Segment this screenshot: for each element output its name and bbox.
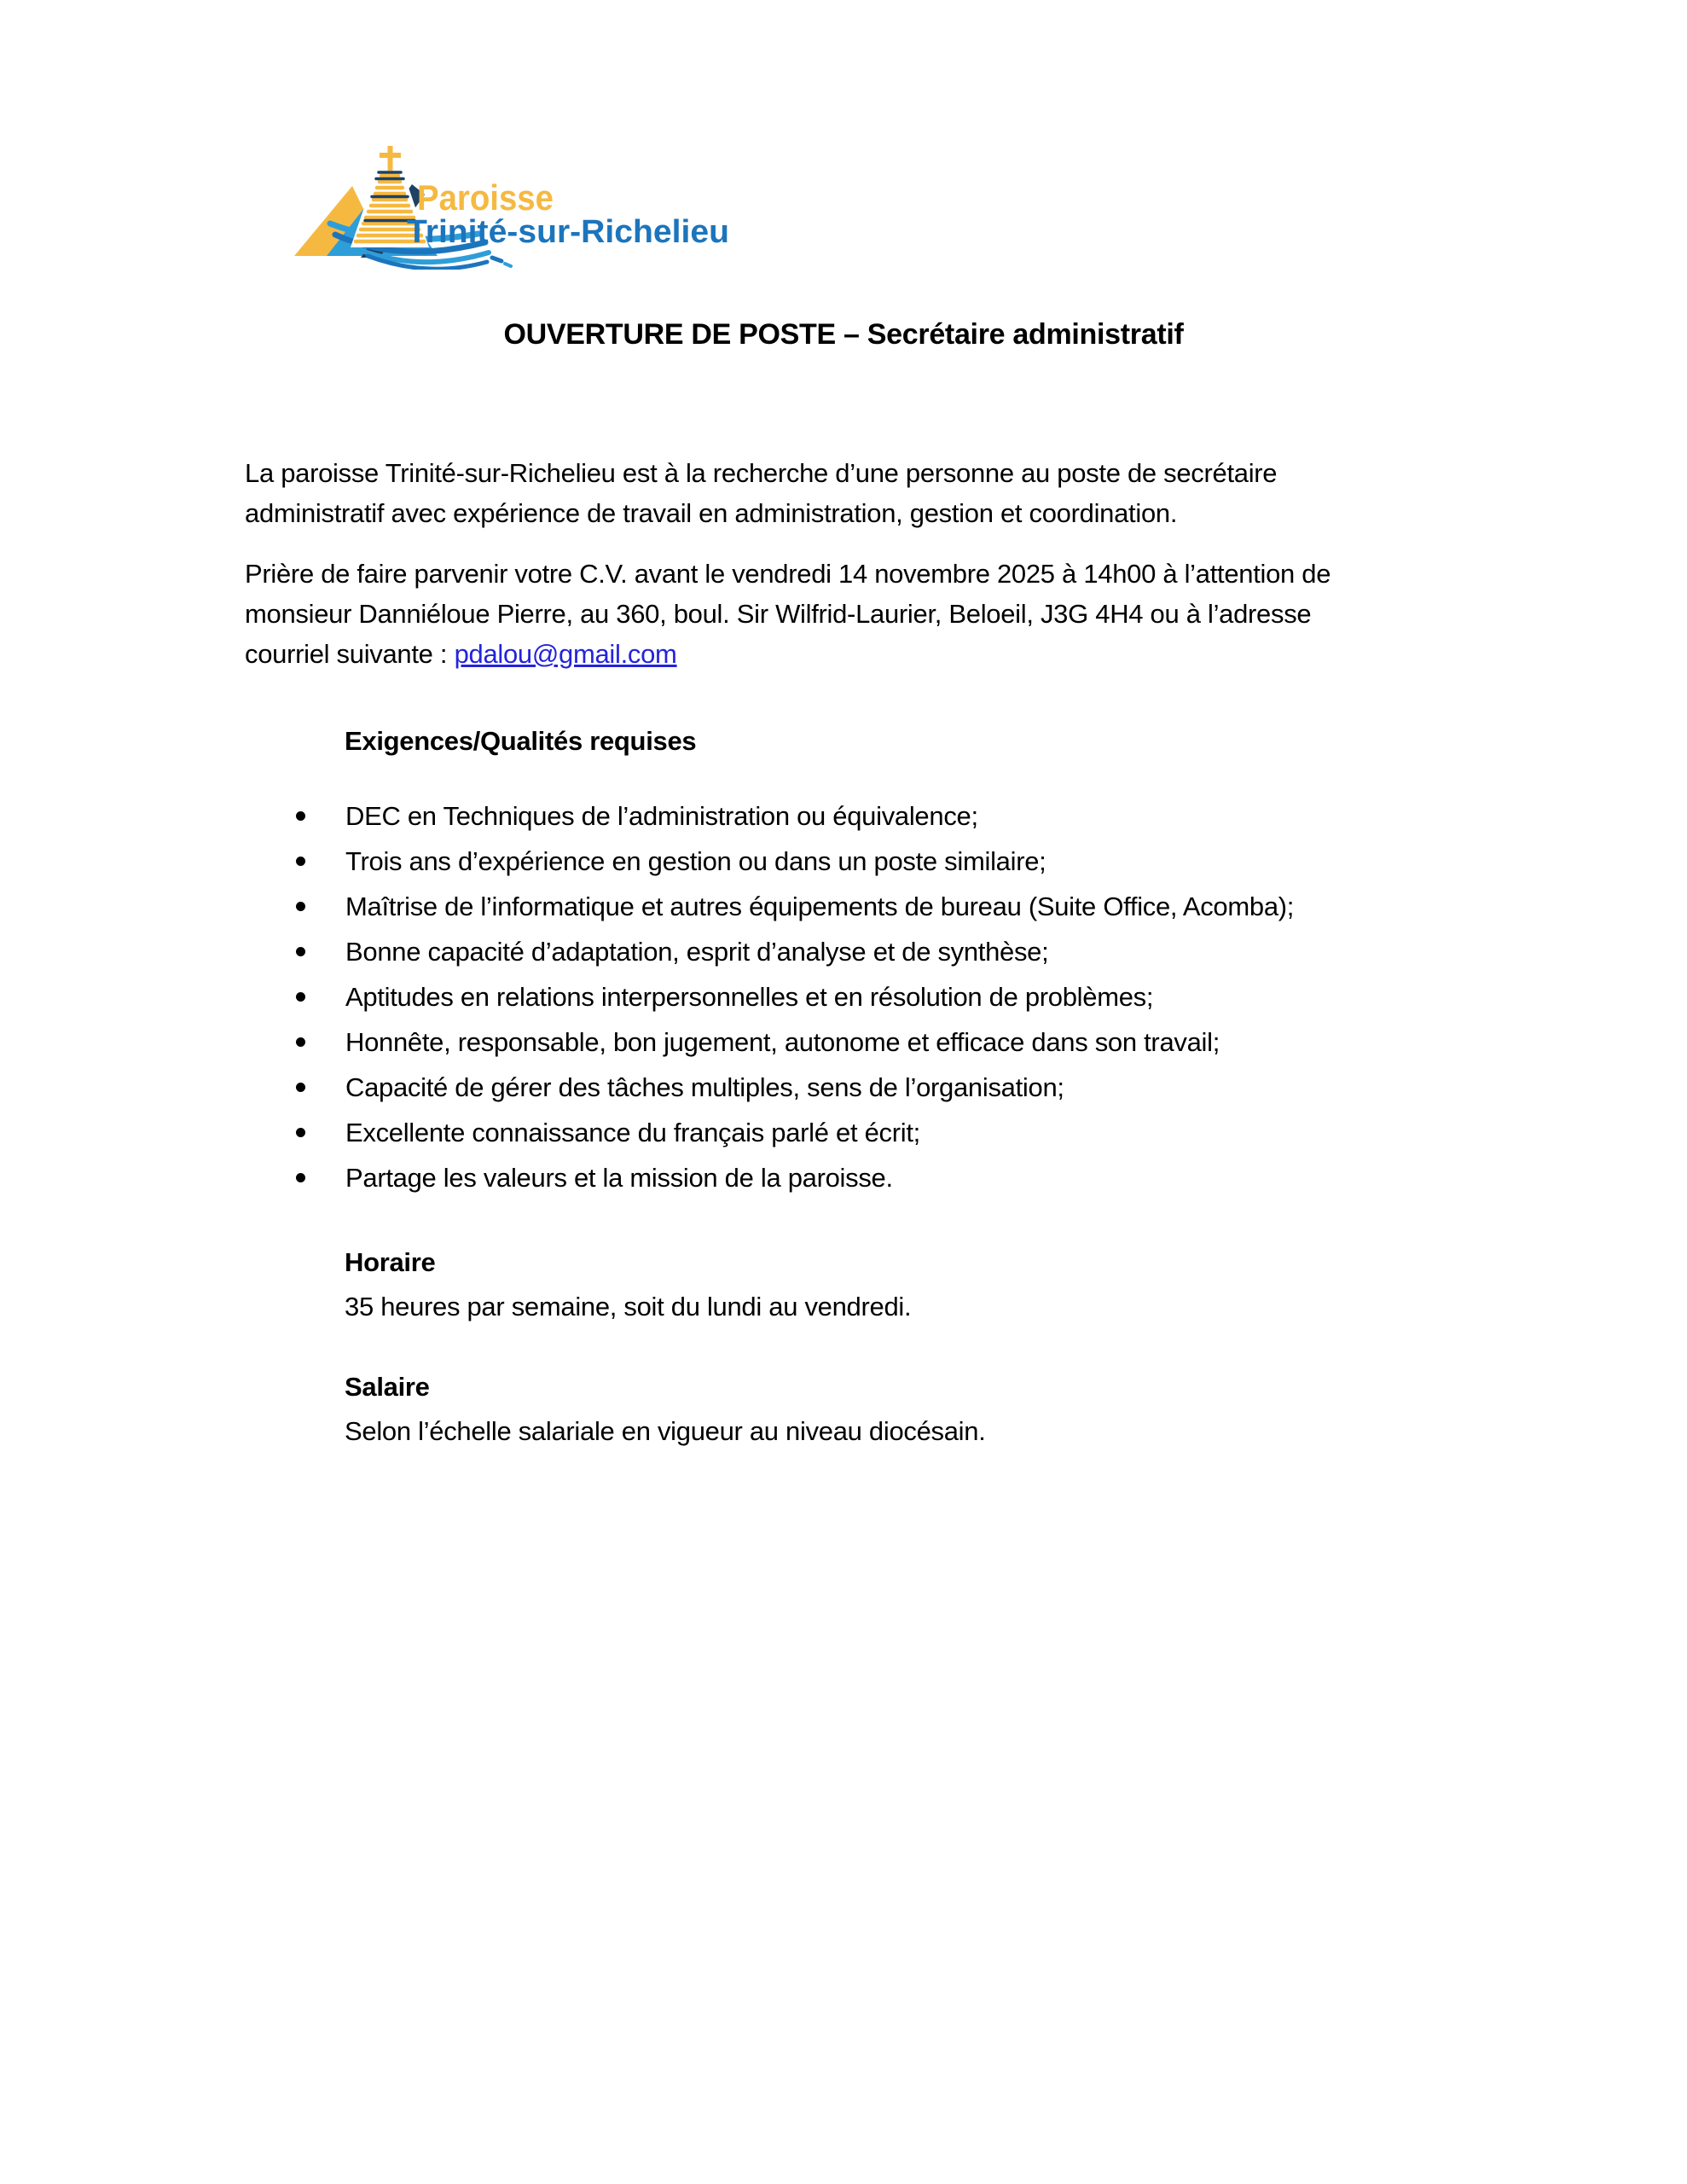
page-title: OUVERTURE DE POSTE – Secrétaire administratif	[503, 318, 1184, 351]
list-item	[296, 793, 1294, 839]
list-item	[296, 974, 1294, 1019]
bullet-dot	[296, 857, 305, 866]
text-line	[245, 634, 1330, 674]
parish-logo-graphic	[286, 142, 733, 270]
bullet-text: Excellente connaissance du français parlé et écrit;	[345, 1117, 920, 1147]
bullet-text: DEC en Techniques de l’administration ou équivalence;	[345, 800, 978, 831]
bullet-dot	[296, 1083, 305, 1092]
schedule-text: 35 heures par semaine, soit du lundi au vendredi.	[345, 1292, 912, 1321]
email-link[interactable]: pdalou@gmail.com	[454, 639, 677, 669]
bullet-dot	[296, 947, 305, 956]
logo-text-trinite: Trinité-sur-Richelieu	[407, 214, 729, 250]
bullet-text: Aptitudes en relations interpersonnelles et en résolution de problèmes;	[345, 981, 1154, 1012]
list-item	[296, 884, 1294, 929]
requirements-heading: Exigences/Qualités requises	[345, 726, 697, 756]
schedule-heading: Horaire	[345, 1247, 436, 1277]
list-item	[296, 1155, 1294, 1200]
salary-text: Selon l’échelle salariale en vigueur au niveau diocésain.	[345, 1416, 986, 1446]
bullet-dot	[296, 902, 305, 911]
intro-paragraph	[245, 453, 1277, 533]
requirements-list	[296, 793, 1294, 1200]
bullet-text: Partage les valeurs et la mission de la paroisse.	[345, 1162, 893, 1193]
salary-heading: Salaire	[345, 1372, 430, 1402]
text-line: administratif avec expérience de travail en administration, gestion et coordination.	[245, 498, 1178, 528]
text-line: Prière de faire parvenir votre C.V. avant le vendredi 14 novembre 2025 à 14h00 à l’attention de	[245, 559, 1331, 589]
text-line: La paroisse Trinité-sur-Richelieu est à la recherche d’une personne au poste de secrétaire	[245, 458, 1278, 488]
logo-text-paroisse: Paroisse	[417, 177, 554, 218]
bullet-dot	[296, 811, 305, 821]
bullet-text: Maîtrise de l’informatique et autres équipements de bureau (Suite Office, Acomba);	[345, 891, 1295, 921]
email-line-prefix: courriel suivante :	[245, 639, 455, 669]
bullet-dot	[296, 1037, 305, 1047]
bullet-text: Bonne capacité d’adaptation, esprit d’analyse et de synthèse;	[345, 936, 1049, 967]
parish-logo	[286, 142, 733, 270]
bullet-text: Honnête, responsable, bon jugement, autonome et efficace dans son travail;	[345, 1026, 1220, 1057]
cv-paragraph	[245, 554, 1330, 674]
bullet-dot	[296, 992, 305, 1002]
list-item	[296, 1110, 1294, 1155]
bullet-dot	[296, 1128, 305, 1137]
bullet-dot	[296, 1173, 305, 1182]
list-item	[296, 1019, 1294, 1065]
bullet-text: Capacité de gérer des tâches multiples, sens de l’organisation;	[345, 1072, 1064, 1102]
list-item	[296, 1065, 1294, 1110]
list-item	[296, 839, 1294, 884]
bullet-text: Trois ans d’expérience en gestion ou dans un poste similaire;	[345, 845, 1046, 876]
text-line: monsieur Danniéloue Pierre, au 360, boul. Sir Wilfrid-Laurier, Beloeil, J3G 4H4 ou à l’adresse	[245, 599, 1312, 629]
list-item	[296, 929, 1294, 974]
